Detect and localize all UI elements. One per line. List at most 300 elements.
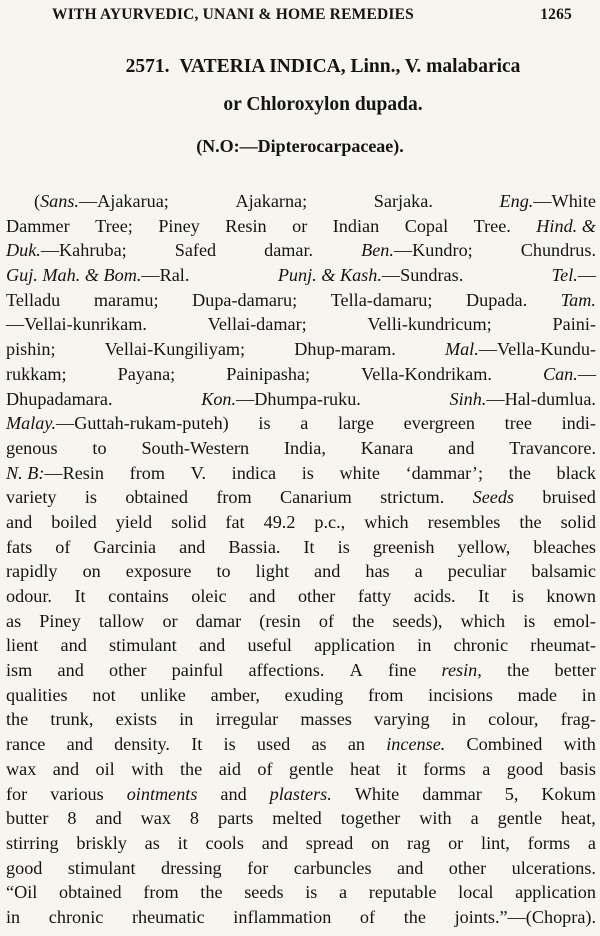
word: ism [6, 660, 33, 681]
word-group [305, 880, 317, 905]
word-group [219, 757, 241, 782]
word-group [226, 362, 310, 387]
word: affections. [248, 660, 325, 681]
word: tallow [98, 610, 145, 631]
word: contains [108, 586, 169, 606]
word: Dhup-maram. [294, 339, 396, 360]
word-group [405, 214, 448, 239]
word-group [132, 905, 205, 930]
word: It [191, 734, 203, 755]
word-group [458, 880, 493, 905]
text-line [6, 411, 596, 436]
word-group [225, 510, 244, 535]
word-group [319, 609, 334, 634]
word: (resin [259, 610, 301, 631]
word: wax [140, 808, 171, 829]
word-group [216, 485, 251, 510]
word: and [448, 437, 475, 458]
word: lient [6, 635, 39, 656]
word: and [66, 734, 93, 755]
word-group [365, 559, 389, 584]
word: amber, [210, 684, 260, 705]
word-group [180, 757, 202, 782]
word: South-Western [141, 437, 250, 458]
word: reputable [368, 882, 437, 903]
word: it [396, 758, 407, 779]
word-group [233, 905, 331, 930]
word: and [249, 586, 276, 606]
word: evergreen [403, 413, 475, 434]
word: of [359, 906, 376, 927]
word: Kokum [541, 783, 596, 804]
word: as [6, 610, 22, 631]
word: which [364, 511, 409, 532]
word: 49.2 [263, 511, 296, 532]
text-line [6, 880, 596, 905]
word: fats [6, 536, 33, 557]
word-group [59, 880, 122, 905]
word-group [289, 757, 333, 782]
word: Painipasha; [226, 363, 311, 384]
word-group [200, 880, 222, 905]
word-group [141, 436, 249, 461]
word-group [561, 806, 596, 831]
word-group [232, 461, 276, 486]
text-line [6, 584, 596, 609]
word: is [337, 536, 350, 557]
word: a [470, 808, 479, 829]
word-group [397, 757, 407, 782]
word: India, [283, 437, 326, 458]
word: it [177, 832, 188, 853]
text-line [6, 707, 596, 732]
word-group [50, 782, 104, 807]
word-group [34, 189, 169, 214]
entry-number: 2571. [125, 56, 170, 77]
word: Malay. [6, 413, 57, 434]
word: application [515, 882, 596, 903]
word-group [6, 238, 127, 263]
word-group [39, 609, 80, 634]
word: black [556, 462, 596, 483]
word: fat [225, 511, 245, 532]
word-group [235, 189, 307, 214]
word-group [523, 609, 535, 634]
word-group [249, 584, 275, 609]
word: other [297, 586, 336, 606]
word: of [318, 610, 334, 631]
word-group [311, 732, 326, 757]
word: 8 [189, 808, 200, 829]
word: rheumat- [530, 635, 596, 656]
word: Combined [466, 734, 543, 755]
word: exists [115, 709, 157, 730]
word: and [220, 783, 247, 804]
word-group [125, 485, 188, 510]
word: unlike [140, 684, 186, 705]
word: —Hal-dumlua. [486, 388, 596, 409]
word: of [55, 536, 71, 557]
word: painful [171, 660, 224, 681]
word-group [278, 263, 463, 288]
word: stirring [6, 832, 59, 853]
word: Piney [39, 610, 81, 631]
word-group [201, 387, 361, 412]
word: obtained [125, 487, 188, 508]
word: frag- [560, 709, 596, 730]
word: fatty [357, 586, 392, 606]
word: Ben. [361, 240, 394, 261]
word-group [454, 633, 509, 658]
word-group [428, 510, 501, 535]
word: with [419, 808, 452, 829]
word: in [451, 709, 466, 730]
word: fine [388, 660, 417, 681]
word-group [407, 831, 430, 856]
word-group [561, 707, 596, 732]
word-group [406, 461, 483, 486]
word: p.c., [314, 511, 346, 532]
word-group [130, 461, 165, 486]
word: Sarjaka. [373, 191, 433, 211]
word: “Oil [6, 882, 38, 903]
word-group [368, 683, 403, 708]
word: —Resin [44, 462, 105, 483]
word-group [6, 559, 58, 584]
word: stimulant [109, 635, 177, 656]
word-group [352, 609, 374, 634]
word-group [6, 510, 32, 535]
word-group [158, 214, 199, 239]
word-group [105, 337, 245, 362]
word: Dhupadamara. [6, 388, 113, 409]
word: local [458, 882, 494, 903]
word: or [162, 610, 178, 631]
word-group [369, 880, 437, 905]
word: Guj. Mah. & Bom. [6, 265, 142, 286]
word: yield [115, 511, 153, 532]
word: Tree. [473, 215, 511, 236]
text-line [6, 535, 596, 560]
word: balsamic [531, 561, 596, 582]
word-group [280, 485, 352, 510]
word: incense. [386, 734, 446, 755]
word-group [6, 584, 52, 609]
word: in [581, 684, 596, 705]
word: rukkam; [6, 363, 67, 384]
word-group [6, 633, 38, 658]
word: for [6, 783, 28, 804]
word-group [422, 782, 482, 807]
text-line [6, 312, 596, 337]
text-line [6, 436, 596, 461]
word-group [361, 362, 492, 387]
word-group [257, 757, 272, 782]
word-group [414, 584, 456, 609]
word-group [338, 535, 350, 560]
word-group [116, 707, 157, 732]
word: —Ral. [141, 265, 190, 286]
word-group [76, 831, 127, 856]
word-group [333, 214, 379, 239]
word: rheumatic [131, 906, 205, 927]
word: Hind. & [536, 215, 596, 236]
word-group [449, 856, 486, 881]
word: to [216, 561, 231, 582]
word: It [303, 536, 315, 557]
running-title: WITH AYURVEDIC, UNANI & HOME REMEDIES [52, 6, 414, 23]
word-group [179, 707, 193, 732]
word-group [415, 559, 423, 584]
word: and [261, 832, 288, 853]
word: is [258, 413, 271, 434]
word: gentle [289, 758, 334, 779]
word: is [84, 487, 97, 508]
word: chronic [453, 635, 509, 656]
word: and [397, 857, 424, 878]
word: better [554, 660, 596, 681]
word-group [118, 362, 176, 387]
word-group [419, 806, 451, 831]
word-group [300, 411, 308, 436]
word-group [285, 683, 344, 708]
word-group [341, 806, 401, 831]
word-group [292, 214, 307, 239]
word: plasters. [269, 783, 332, 804]
word-group [6, 905, 20, 930]
text-line [6, 288, 596, 313]
word-group [109, 658, 146, 683]
word-group [306, 831, 353, 856]
word: seeds [244, 882, 284, 903]
word-group [536, 214, 596, 239]
entry-title [60, 48, 586, 124]
word: is [511, 586, 524, 606]
word: pishin; [6, 339, 56, 360]
word-group [95, 806, 121, 831]
word-group [466, 288, 527, 313]
word: forms [423, 758, 466, 779]
word: Sans. [40, 191, 79, 211]
word-group [474, 214, 511, 239]
word: N. B: [6, 462, 45, 483]
word: damar. [264, 240, 314, 261]
word: Dammer [6, 215, 70, 236]
word: Tel. [551, 265, 578, 286]
word: Velli-kundricum; [367, 314, 492, 335]
word-group [505, 782, 519, 807]
word: Travancore. [509, 437, 596, 458]
word-group [300, 707, 352, 732]
word-group [473, 485, 514, 510]
word-group [264, 238, 313, 263]
word: — [577, 363, 596, 384]
word: briskly [76, 832, 127, 853]
word-group [224, 732, 236, 757]
word: application [314, 635, 395, 656]
word: Garcinia [93, 536, 157, 557]
word-group [6, 535, 32, 560]
word-group [172, 658, 224, 683]
word-group [6, 461, 104, 486]
word-group [127, 782, 198, 807]
word-group [553, 609, 595, 634]
word: Tella-damaru; [330, 289, 433, 310]
word: and [60, 635, 87, 656]
word: Piney [158, 215, 200, 236]
word-group [220, 782, 246, 807]
word-group [338, 411, 374, 436]
word-group [262, 831, 288, 856]
word: —Kahruba; [40, 240, 127, 261]
body-paragraph [6, 189, 596, 930]
word: or [292, 215, 308, 236]
word: Tam. [560, 289, 596, 310]
word-group [131, 757, 163, 782]
word: a [300, 413, 309, 434]
word-group [211, 683, 260, 708]
word: oil [95, 758, 115, 779]
word-group [143, 880, 178, 905]
word-group [270, 782, 332, 807]
word: Payana; [117, 363, 176, 384]
text-line [6, 633, 596, 658]
word-group [553, 312, 596, 337]
word-group [374, 189, 433, 214]
word: on [371, 832, 390, 853]
word-group [6, 757, 36, 782]
word: which [460, 610, 506, 631]
word-group [448, 831, 463, 856]
word: together [340, 808, 401, 829]
word-group [373, 535, 435, 560]
word-group [108, 584, 169, 609]
word: ointments [126, 783, 198, 804]
word-group [175, 238, 216, 263]
word: of [257, 758, 273, 779]
word-group [83, 559, 101, 584]
word: dressing [161, 857, 222, 878]
word: —Ajakarua; [78, 191, 169, 211]
word-group [216, 707, 279, 732]
word: Chundrus. [520, 240, 596, 261]
word: odour. [6, 586, 52, 606]
word: genous [6, 437, 58, 458]
word: basis [559, 758, 596, 779]
word-group [404, 411, 475, 436]
word: rance [6, 734, 46, 755]
word-group [364, 510, 408, 535]
word-group [515, 880, 596, 905]
word: incisions [428, 684, 493, 705]
word-group [258, 411, 270, 436]
word: Mal. [444, 339, 479, 360]
word: and [95, 808, 122, 829]
word-group [555, 658, 596, 683]
word: good [6, 857, 43, 878]
text-line [6, 782, 596, 807]
word: rapidly [6, 561, 58, 582]
page-number: 1265 [540, 6, 572, 23]
word: is [523, 610, 536, 631]
word: — [577, 265, 596, 286]
word-group [528, 831, 570, 856]
word-group [533, 535, 596, 560]
word-group [99, 609, 144, 634]
word-group [367, 312, 491, 337]
word: and [52, 758, 80, 779]
word: as [144, 832, 160, 853]
word-group [518, 683, 557, 708]
word-group [216, 559, 230, 584]
word-group [543, 362, 596, 387]
word: has [365, 561, 390, 582]
word-group [552, 263, 596, 288]
word-group [371, 831, 389, 856]
word-group [361, 436, 414, 461]
word: in [6, 906, 21, 927]
text-line [6, 461, 596, 486]
word: Sinh. [449, 388, 487, 409]
word-group [507, 658, 529, 683]
word-group [348, 732, 365, 757]
word: used [256, 734, 291, 755]
word: obtained [58, 882, 122, 903]
word: 5, [504, 783, 519, 804]
word-group [6, 707, 28, 732]
word-group [505, 411, 532, 436]
word: a [414, 561, 423, 582]
text-line [6, 337, 596, 362]
text-line [6, 362, 596, 387]
word: the [519, 511, 542, 532]
word-group [6, 856, 42, 881]
word: 8 [67, 808, 77, 829]
word: from [129, 462, 166, 483]
word: joints.”—(Chopra). [454, 906, 596, 927]
word-group [248, 658, 324, 683]
word: V. [190, 462, 207, 483]
word: ulcerations. [511, 857, 596, 878]
word-group [358, 584, 391, 609]
word-group [449, 387, 596, 412]
word-group [457, 535, 510, 560]
word: dammar [422, 783, 482, 804]
word-group [67, 732, 93, 757]
text-line [6, 732, 596, 757]
word: a [587, 832, 596, 853]
word: Duk. [6, 240, 41, 261]
word: White [354, 783, 400, 804]
word-group [445, 337, 596, 362]
word-group [530, 633, 596, 658]
word-group [512, 856, 596, 881]
word-group [58, 658, 84, 683]
word-group [380, 485, 444, 510]
word-group [206, 831, 244, 856]
word-group [49, 905, 104, 930]
word: yellow, [457, 536, 511, 557]
word: and [179, 536, 206, 557]
word: the [403, 906, 426, 927]
word-group [75, 584, 86, 609]
word-group [191, 461, 206, 486]
word: —Sundras. [381, 265, 464, 286]
word: maramu; [93, 289, 159, 310]
word-group [61, 633, 87, 658]
word-group [6, 436, 58, 461]
word: Paini- [552, 314, 596, 335]
